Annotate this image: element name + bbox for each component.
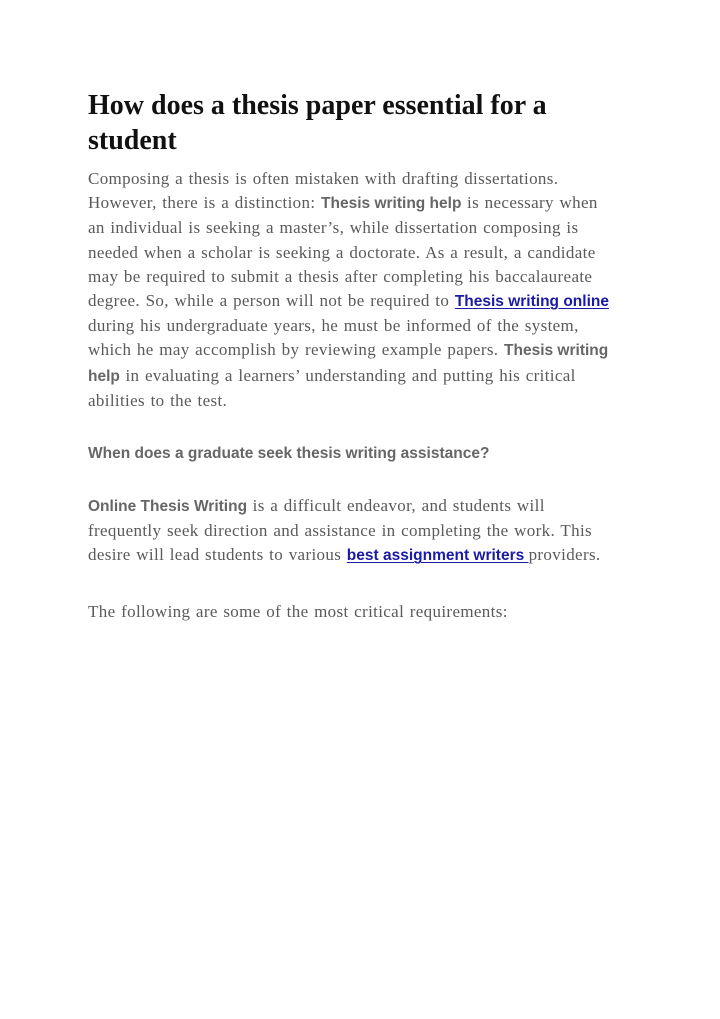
assistance-text-1: is a difficult endeavor, and students will frequently seek direction and assistance in completing the work. This desire will lead students to various [88, 496, 592, 565]
thesis-writing-help-term-2: Thesis writing help [88, 342, 609, 385]
thesis-writing-help-term: Thesis writing help [321, 195, 462, 213]
paragraph-requirements: The following are some of the most critical requirements: [88, 601, 508, 621]
section-heading: When does a graduate seek thesis writing assistance? [88, 445, 490, 463]
assistance-text-2: providers. [528, 545, 601, 565]
online-thesis-writing-term: Online Thesis Writing [88, 498, 248, 516]
intro-text-2: is necessary when an individual is seeking a master’s, while dissertation composing is needed when a scholar is seeking a doctorate. As a result, a candidate may be required to submit a thesis after completing his baccalaureate degree. So, while a person will not be required to [88, 193, 598, 311]
page-title: How does a thesis paper essential for a student [88, 90, 547, 156]
thesis-writing-online-link[interactable]: Thesis writing online [454, 293, 609, 311]
intro-text-4: in evaluating a learners’ understanding and putting his critical abilities to the test. [88, 365, 576, 410]
paragraph-assistance [88, 494, 620, 569]
paragraph-intro [88, 167, 620, 413]
best-assignment-writers-link[interactable]: best assignment writers [346, 547, 529, 565]
intro-text-1: Composing a thesis is often mistaken with drafting dissertations. However, there is a distinction: [88, 169, 559, 213]
intro-text-3: during his undergraduate years, he must be informed of the system, which he may accomplish by reviewing example papers. [88, 316, 579, 360]
